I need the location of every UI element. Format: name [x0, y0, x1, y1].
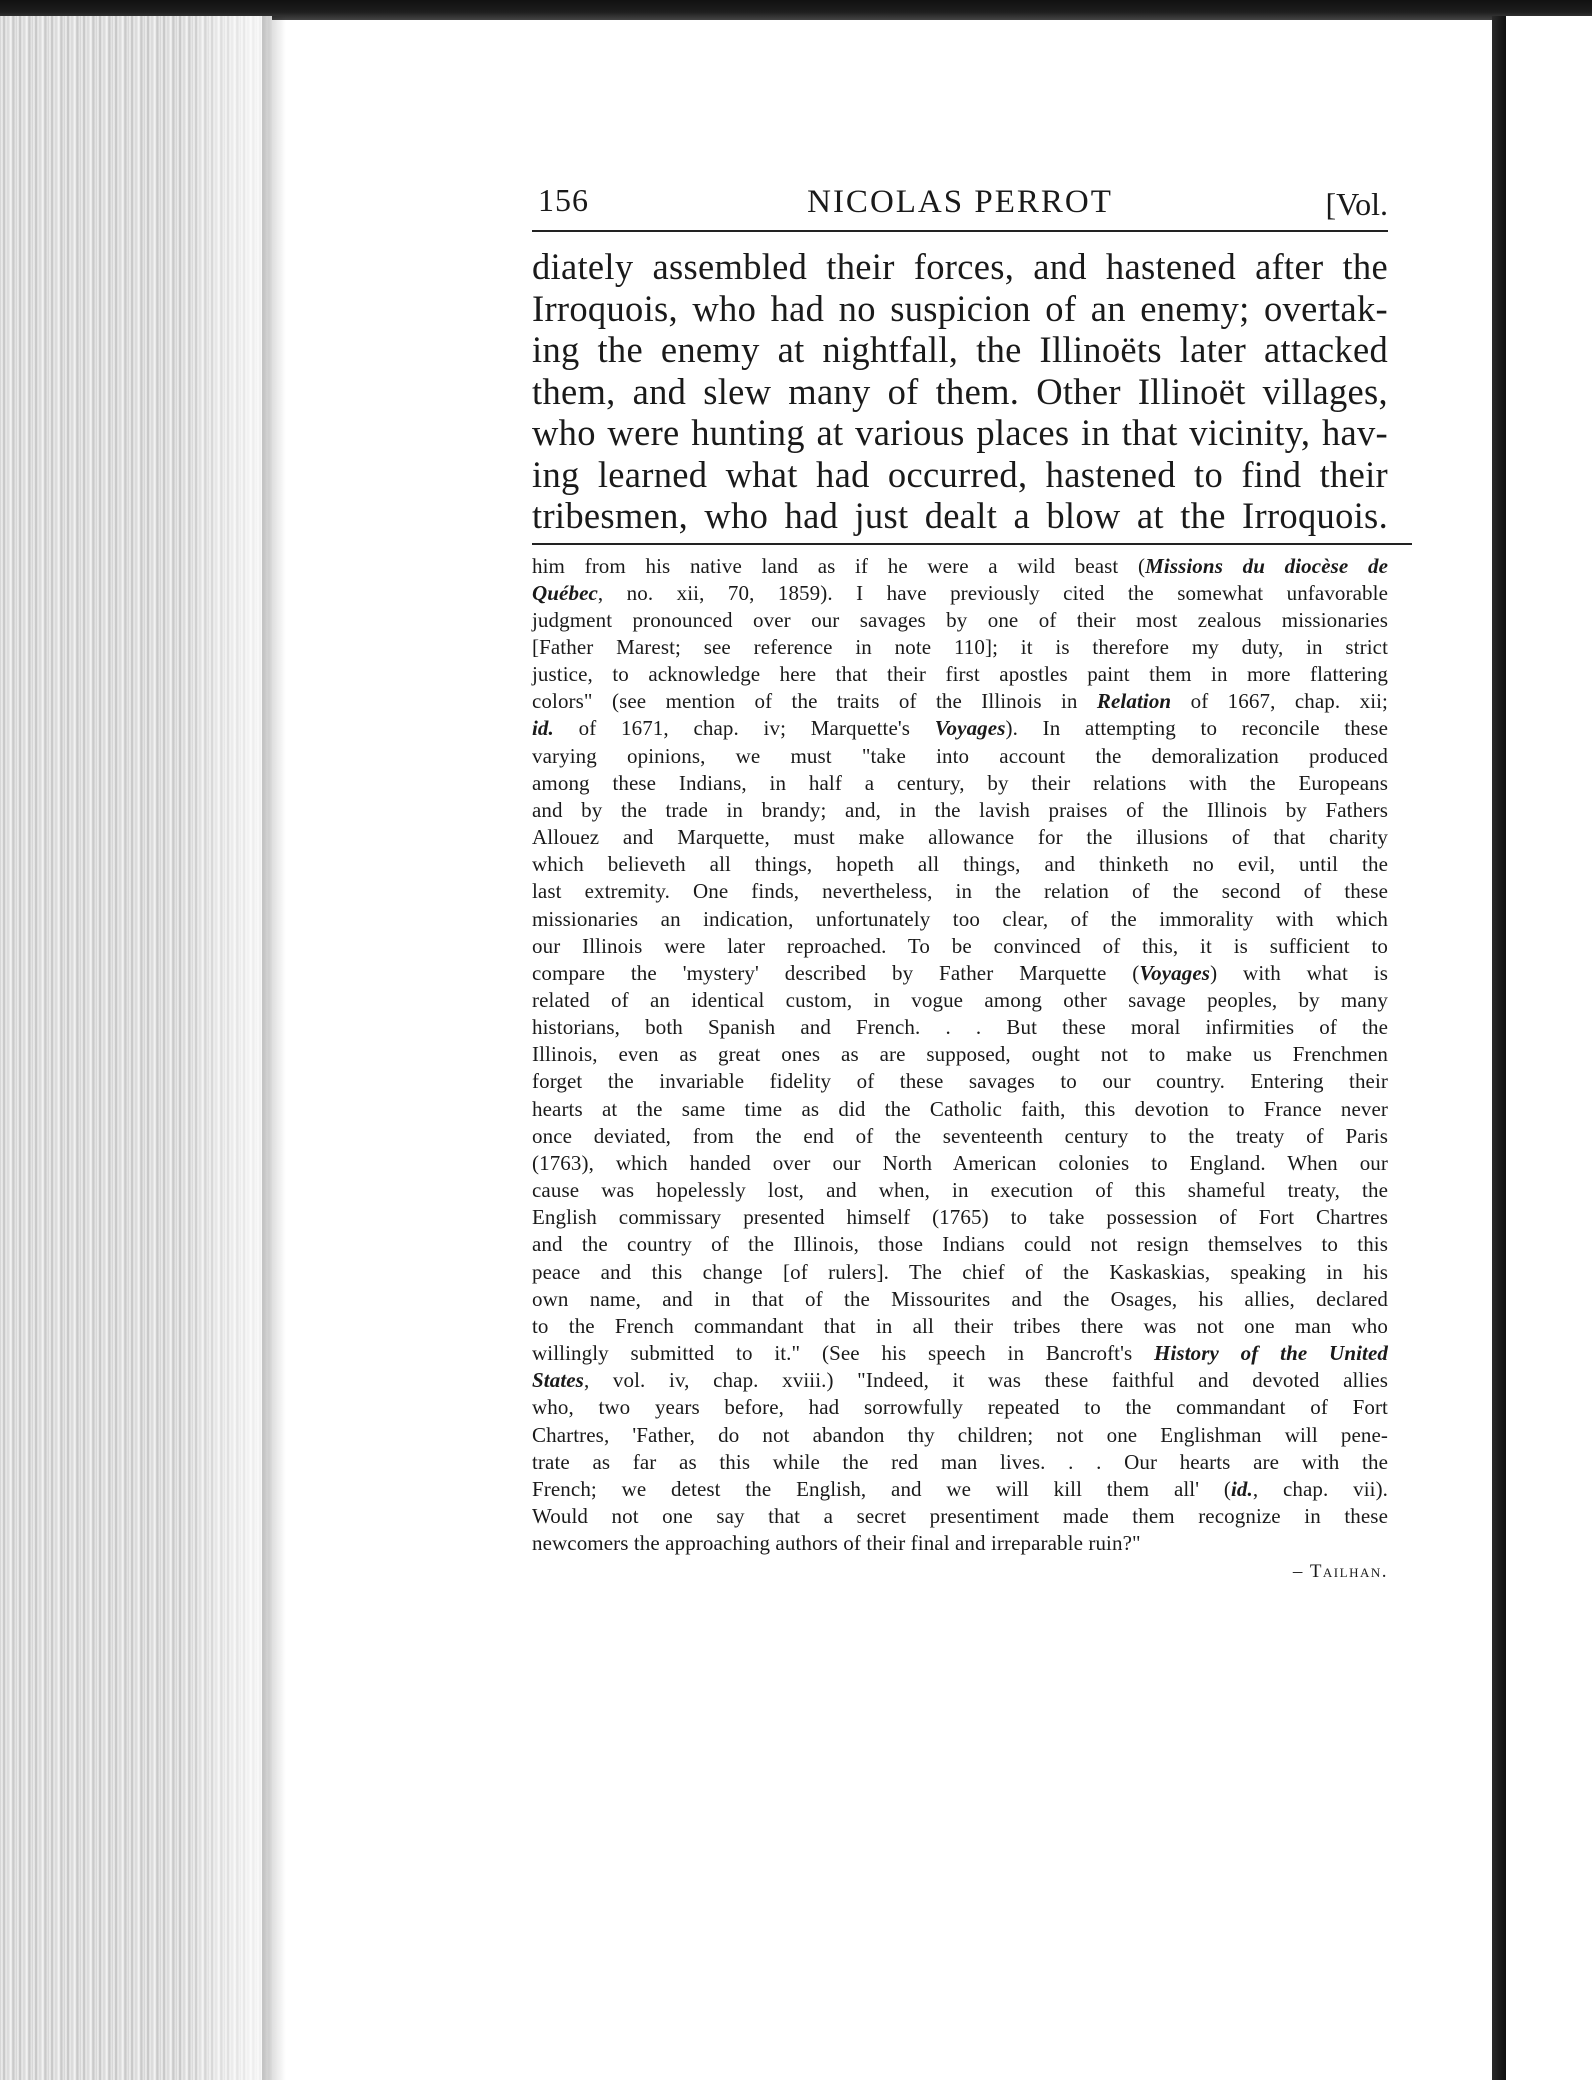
footnote-line: cause was hopelessly lost, and when, in execution of this shameful treaty, the: [532, 1178, 1388, 1203]
footnote-line: judgment pronounced over our savages by one of their most zealous missionaries: [532, 607, 1388, 632]
footnote-line: Chartres, 'Father, do not abandon thy children; not one Englishman will pene-: [532, 1422, 1388, 1447]
footnote-line: newcomers the approaching authors of their final and irreparable ruin?": [532, 1531, 1141, 1556]
running-head: [532, 182, 1388, 232]
footnote-line: among these Indians, in half a century, by their relations with the Europeans: [532, 770, 1388, 795]
footnote-line: trate as far as this while the red man lives. . . Our hearts are with the: [532, 1449, 1388, 1474]
footnote-line: own name, and in that of the Missourites and the Osages, his allies, declared: [532, 1286, 1388, 1311]
footnote-line: and by the trade in brandy; and, in the lavish praises of the Illinois by Fathers: [532, 797, 1388, 822]
footnote-line: willingly submitted to it." (See his speech in Bancroft's History of the United: [532, 1341, 1388, 1366]
footnote-line: French; we detest the English, and we will kill them all' (id., chap. vii).: [532, 1476, 1389, 1501]
footnote-block: [532, 553, 1388, 1558]
footnote-line: Québec, no. xii, 70, 1859). I have previously cited the somewhat unfavorable: [532, 580, 1388, 605]
footnote-line: States, vol. iv, chap. xviii.) "Indeed, it was these faithful and devoted allies: [532, 1368, 1388, 1393]
footnote-line: Illinois, even as great ones as are supposed, ought not to make us Frenchmen: [532, 1042, 1388, 1067]
footnote-line: him from his native land as if he were a wild beast (Missions du diocèse de: [532, 553, 1388, 578]
footnote-line: forget the invariable fidelity of these savages to our country. Entering their: [532, 1069, 1388, 1094]
footnote-line: Allouez and Marquette, must make allowance for the illusions of that charity: [532, 825, 1388, 850]
footnote-line: last extremity. One finds, nevertheless, in the relation of the second of these: [532, 879, 1388, 904]
page-number: 156: [538, 182, 589, 218]
footnote-line: varying opinions, we must "take into account the demoralization produced: [532, 743, 1388, 768]
main-text-line: who were hunting at various places in that vicinity, hav-: [532, 412, 1388, 453]
volume-mark: [Vol.: [1325, 186, 1388, 222]
footnote-line: who, two years before, had sorrowfully repeated to the commandant of Fort: [532, 1395, 1388, 1420]
main-text-line: ing learned what had occurred, hastened to find their: [532, 453, 1388, 495]
footnote-line: related of an identical custom, in vogue among other savage peoples, by many: [532, 988, 1388, 1012]
footnote-line: (1763), which handed over our North American colonies to England. When our: [532, 1150, 1388, 1175]
footnote-line: to the French commandant that in all their tribes there was not one man who: [532, 1313, 1388, 1338]
footnote-rule: [532, 543, 1412, 545]
main-text-line: Irroquois, who had no suspicion of an enemy; overtak-: [532, 287, 1388, 329]
main-text-line: them, and slew many of them. Other Illinoët villages,: [532, 370, 1388, 412]
right-edge-shadow: [1492, 16, 1506, 2080]
footnote-line: and the country of the Illinois, those Indians could not resign themselves to this: [532, 1232, 1388, 1257]
main-text-block: [532, 246, 1388, 537]
footnote-line: English commissary presented himself (1765) to take possession of Fort Chartres: [532, 1205, 1388, 1230]
book-page-edges: [0, 16, 272, 2080]
footnote-line: justice, to acknowledge here that their first apostles paint them in more flattering: [532, 662, 1388, 687]
book-right-edge: [1492, 16, 1592, 2080]
footnote-line: our Illinois were later reproached. To be convinced of this, it is sufficient to: [532, 933, 1388, 958]
main-text-line: ing the enemy at nightfall, the Illinoëts later attacked: [532, 329, 1388, 370]
footnote-line: which believeth all things, hopeth all things, and thinketh no evil, until the: [532, 852, 1388, 877]
footnote-line: compare the 'mystery' described by Father Marquette (Voyages) with what is: [532, 960, 1388, 985]
footnote-line: Would not one say that a secret presentiment made them recognize in these: [532, 1503, 1388, 1528]
gutter-shadow: [262, 16, 286, 2080]
main-text-line: diately assembled their forces, and hastened after the: [532, 246, 1388, 287]
footnote-line: colors" (see mention of the traits of the Illinois in Relation of 1667, chap. xii;: [532, 689, 1388, 714]
footnote-line: hearts at the same time as did the Catholic faith, this devotion to France never: [532, 1096, 1388, 1121]
footnote-signature: – Tailhan.: [1292, 1561, 1388, 1583]
book-page: [532, 182, 1388, 1742]
footnote-line: peace and this change [of rulers]. The chief of the Kaskaskias, speaking in his: [532, 1259, 1388, 1284]
footnote-line: [Father Marest; see reference in note 110]; it is therefore my duty, in strict: [532, 634, 1388, 659]
footnote-line: id. of 1671, chap. iv; Marquette's Voyages). In attempting to reconcile these: [532, 716, 1388, 741]
footnote-line: historians, both Spanish and French. . . But these moral infirmities of the: [532, 1015, 1388, 1040]
running-title: NICOLAS PERROT: [807, 184, 1113, 220]
footnote-line: once deviated, from the end of the seventeenth century to the treaty of Paris: [532, 1123, 1388, 1148]
main-text-line: tribesmen, who had just dealt a blow at the Irroquois.: [532, 495, 1388, 536]
footnote-line: missionaries an indication, unfortunately too clear, of the immorality with which: [532, 906, 1388, 931]
